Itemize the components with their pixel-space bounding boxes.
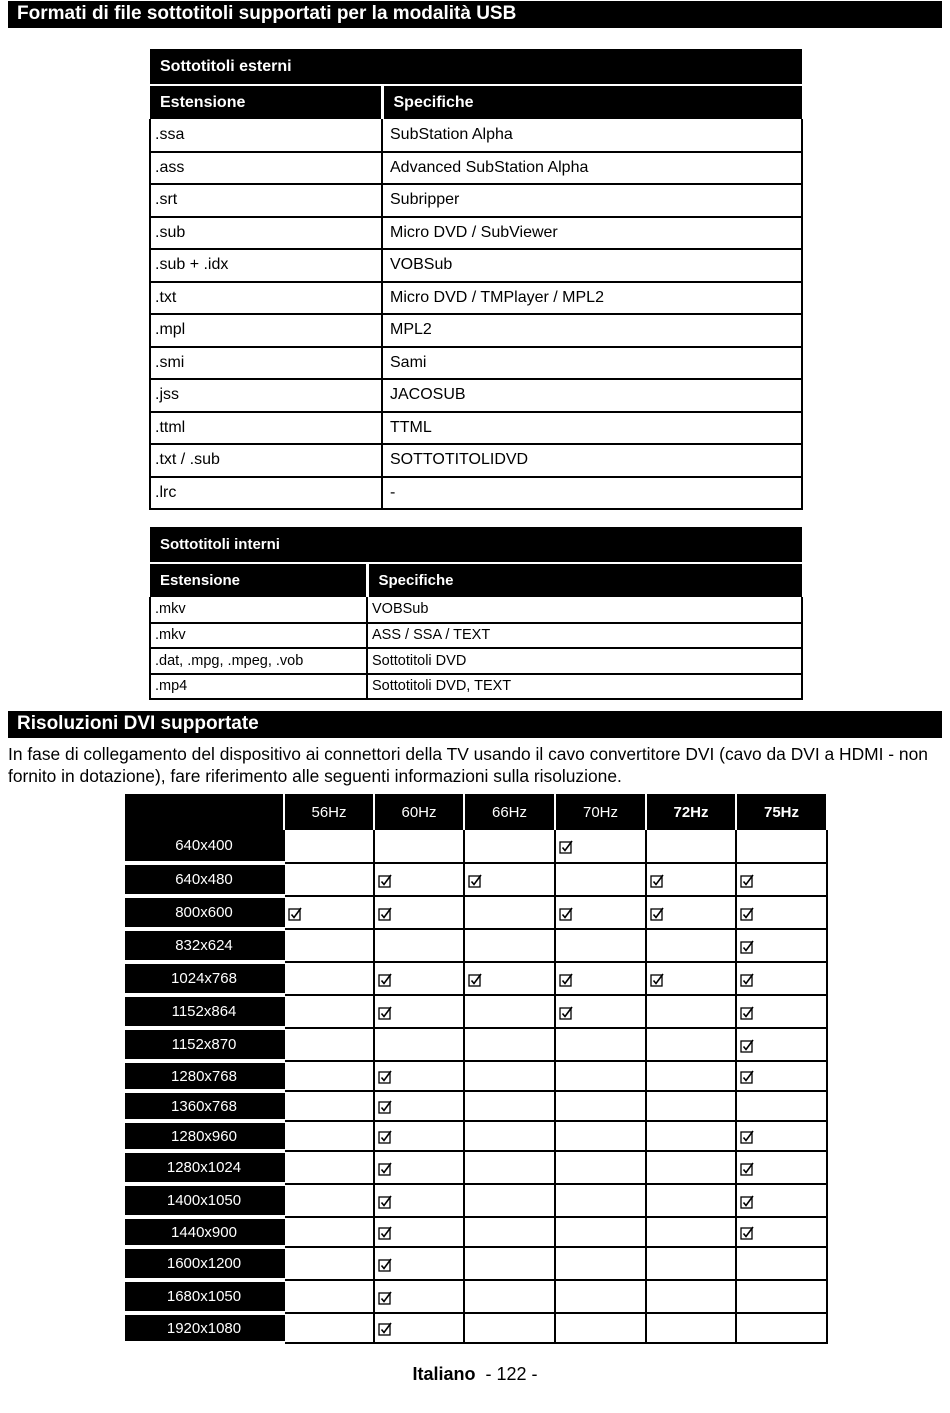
checkbox-checked-icon (378, 1318, 392, 1338)
resolution-label: 1280x960 (125, 1121, 284, 1151)
support-cell (464, 1091, 555, 1121)
support-cell (736, 1184, 827, 1217)
spec-cell: VOBSub (382, 249, 802, 282)
extension-cell: .sub + .idx (150, 249, 382, 282)
support-cell (736, 1247, 827, 1280)
support-cell (464, 995, 555, 1028)
spec-cell: VOBSub (367, 597, 802, 623)
support-cell (464, 1184, 555, 1217)
support-cell (736, 1151, 827, 1184)
support-cell (464, 863, 555, 896)
checkbox-checked-icon (740, 1222, 754, 1242)
resolution-row (125, 1121, 827, 1151)
checkbox-checked-icon (378, 1191, 392, 1211)
table-row (150, 648, 802, 674)
table-row (150, 314, 802, 347)
support-cell (736, 1091, 827, 1121)
resolution-row (125, 1217, 827, 1247)
support-cell (284, 995, 374, 1028)
support-cell (646, 1184, 736, 1217)
spec-cell: Sottotitoli DVD (367, 648, 802, 674)
support-cell (646, 1028, 736, 1061)
resolution-row (125, 962, 827, 995)
support-cell (736, 1061, 827, 1091)
support-cell (284, 1247, 374, 1280)
table-row (150, 379, 802, 412)
checkbox-checked-icon (468, 870, 482, 890)
spec-cell: Advanced SubStation Alpha (382, 152, 802, 185)
support-cell (646, 863, 736, 896)
section-title-usb-subtitles: Formati di file sottotitoli supportati per la modalità USB (8, 1, 942, 28)
checkbox-checked-icon (740, 936, 754, 956)
checkbox-checked-icon (378, 1158, 392, 1178)
resolution-label: 1024x768 (125, 962, 284, 995)
resolution-row (125, 1313, 827, 1343)
table-row (150, 217, 802, 250)
support-cell (555, 1061, 646, 1091)
support-cell (464, 1313, 555, 1343)
support-cell (464, 1121, 555, 1151)
support-cell (374, 896, 464, 929)
support-cell (646, 1247, 736, 1280)
checkbox-checked-icon (740, 1126, 754, 1146)
support-cell (736, 1028, 827, 1061)
support-cell (464, 1247, 555, 1280)
support-cell (646, 1313, 736, 1343)
resolution-label: 1680x1050 (125, 1280, 284, 1313)
resolution-label: 1920x1080 (125, 1313, 284, 1343)
support-cell (374, 1313, 464, 1343)
resolution-row (125, 1184, 827, 1217)
frequency-header: 60Hz (374, 794, 464, 830)
checkbox-checked-icon (559, 969, 573, 989)
support-cell (555, 896, 646, 929)
table-row (150, 184, 802, 217)
checkbox-checked-icon (378, 1126, 392, 1146)
support-cell (736, 962, 827, 995)
support-cell (646, 929, 736, 962)
internal-subtitles-caption: Sottotitoli interni (150, 527, 802, 563)
table-row (150, 249, 802, 282)
resolution-label: 1440x900 (125, 1217, 284, 1247)
support-cell (464, 1061, 555, 1091)
spec-cell: ASS / SSA / TEXT (367, 623, 802, 649)
support-cell (555, 1184, 646, 1217)
support-cell (736, 1313, 827, 1343)
support-cell (464, 1280, 555, 1313)
checkbox-checked-icon (378, 1287, 392, 1307)
footer-language: Italiano (412, 1364, 476, 1384)
checkbox-checked-icon (378, 1254, 392, 1274)
support-cell (284, 830, 374, 863)
checkbox-checked-icon (378, 1066, 392, 1086)
table-row (150, 412, 802, 445)
table-row (150, 152, 802, 185)
checkbox-checked-icon (740, 1191, 754, 1211)
support-cell (736, 830, 827, 863)
checkbox-checked-icon (378, 969, 392, 989)
support-cell (555, 1028, 646, 1061)
resolution-label: 832x624 (125, 929, 284, 962)
extension-cell: .ass (150, 152, 382, 185)
column-header-spec: Specifiche (367, 563, 802, 597)
checkbox-checked-icon (378, 903, 392, 923)
checkbox-checked-icon (378, 1222, 392, 1242)
support-cell (464, 830, 555, 863)
resolution-label: 800x600 (125, 896, 284, 929)
extension-cell: .smi (150, 347, 382, 380)
checkbox-checked-icon (740, 1035, 754, 1055)
resolution-label: 640x480 (125, 863, 284, 896)
support-cell (555, 830, 646, 863)
support-cell (736, 863, 827, 896)
support-cell (284, 1280, 374, 1313)
resolution-label: 1280x768 (125, 1061, 284, 1091)
column-header-spec: Specifiche (382, 85, 802, 119)
support-cell (284, 1151, 374, 1184)
page-footer (0, 1364, 950, 1385)
table-row (150, 444, 802, 477)
support-cell (374, 1151, 464, 1184)
support-cell (464, 929, 555, 962)
support-cell (374, 995, 464, 1028)
checkbox-checked-icon (740, 903, 754, 923)
support-cell (284, 863, 374, 896)
support-cell (555, 1121, 646, 1151)
support-cell (555, 1280, 646, 1313)
support-cell (374, 863, 464, 896)
frequency-header: 75Hz (736, 794, 827, 830)
checkbox-checked-icon (288, 903, 302, 923)
checkbox-checked-icon (468, 969, 482, 989)
extension-cell: .jss (150, 379, 382, 412)
checkbox-checked-icon (740, 1002, 754, 1022)
page-number: - 122 - (485, 1364, 538, 1384)
spec-cell: SOTTOTITOLIDVD (382, 444, 802, 477)
resolution-row (125, 1151, 827, 1184)
resolution-row (125, 929, 827, 962)
dvi-resolution-table (125, 794, 828, 1345)
support-cell (646, 896, 736, 929)
section-title-dvi-resolutions: Risoluzioni DVI supportate (8, 711, 942, 738)
extension-cell: .txt / .sub (150, 444, 382, 477)
support-cell (374, 1061, 464, 1091)
checkbox-checked-icon (559, 1002, 573, 1022)
support-cell (374, 962, 464, 995)
support-cell (555, 1217, 646, 1247)
resolution-label: 1360x768 (125, 1091, 284, 1121)
support-cell (646, 1091, 736, 1121)
frequency-header: 66Hz (464, 794, 555, 830)
extension-cell: .srt (150, 184, 382, 217)
spec-cell: TTML (382, 412, 802, 445)
external-subtitles-table (149, 49, 803, 510)
resolution-row (125, 863, 827, 896)
support-cell (646, 962, 736, 995)
table-row (150, 477, 802, 510)
support-cell (646, 1151, 736, 1184)
resolution-row (125, 1280, 827, 1313)
support-cell (555, 1091, 646, 1121)
resolution-row (125, 896, 827, 929)
support-cell (284, 1313, 374, 1343)
support-cell (646, 1121, 736, 1151)
spec-cell: Subripper (382, 184, 802, 217)
spec-cell: Micro DVD / TMPlayer / MPL2 (382, 282, 802, 315)
table-row (150, 597, 802, 623)
support-cell (284, 1121, 374, 1151)
support-cell (284, 1061, 374, 1091)
checkbox-checked-icon (740, 1066, 754, 1086)
support-cell (736, 995, 827, 1028)
checkbox-checked-icon (650, 903, 664, 923)
support-cell (464, 962, 555, 995)
frequency-header: 70Hz (555, 794, 646, 830)
support-cell (646, 1061, 736, 1091)
resolution-row (125, 1028, 827, 1061)
resolution-label: 1400x1050 (125, 1184, 284, 1217)
spec-cell: - (382, 477, 802, 510)
table-row (150, 347, 802, 380)
spec-cell: JACOSUB (382, 379, 802, 412)
table-row (150, 282, 802, 315)
checkbox-checked-icon (650, 969, 664, 989)
support-cell (555, 995, 646, 1028)
resolution-row (125, 1091, 827, 1121)
extension-cell: .lrc (150, 477, 382, 510)
support-cell (555, 1247, 646, 1280)
support-cell (374, 1028, 464, 1061)
support-cell (374, 1247, 464, 1280)
extension-cell: .mkv (150, 597, 367, 623)
support-cell (555, 1151, 646, 1184)
support-cell (736, 1217, 827, 1247)
checkbox-checked-icon (740, 870, 754, 890)
extension-cell: .txt (150, 282, 382, 315)
support-cell (555, 929, 646, 962)
support-cell (374, 1091, 464, 1121)
support-cell (374, 1217, 464, 1247)
support-cell (374, 1121, 464, 1151)
checkbox-checked-icon (559, 836, 573, 856)
spec-cell: Sottotitoli DVD, TEXT (367, 674, 802, 700)
support-cell (555, 863, 646, 896)
spec-cell: SubStation Alpha (382, 119, 802, 152)
resolution-label: 1152x864 (125, 995, 284, 1028)
spec-cell: Sami (382, 347, 802, 380)
frequency-header: 72Hz (646, 794, 736, 830)
support-cell (646, 1217, 736, 1247)
resolution-row (125, 1247, 827, 1280)
spec-cell: MPL2 (382, 314, 802, 347)
external-subtitles-caption: Sottotitoli esterni (150, 49, 802, 85)
column-header-extension: Estensione (150, 563, 367, 597)
extension-cell: .ttml (150, 412, 382, 445)
support-cell (555, 1313, 646, 1343)
support-cell (374, 830, 464, 863)
checkbox-checked-icon (378, 870, 392, 890)
support-cell (284, 962, 374, 995)
support-cell (284, 1184, 374, 1217)
extension-cell: .sub (150, 217, 382, 250)
support-cell (284, 929, 374, 962)
extension-cell: .mpl (150, 314, 382, 347)
table-corner (125, 794, 284, 830)
dvi-intro-paragraph: In fase di collegamento del dispositivo ai connettori della TV usando il cavo convertitore DVI (cavo da DVI a HDMI - non fornito in dotazione), fare riferimento alle seguenti informazioni sulla risoluzione. (8, 744, 928, 786)
resolution-label: 640x400 (125, 830, 284, 863)
spec-cell: Micro DVD / SubViewer (382, 217, 802, 250)
checkbox-checked-icon (378, 1096, 392, 1116)
extension-cell: .mkv (150, 623, 367, 649)
support-cell (284, 1028, 374, 1061)
resolution-label: 1152x870 (125, 1028, 284, 1061)
support-cell (284, 1217, 374, 1247)
checkbox-checked-icon (378, 1002, 392, 1022)
support-cell (284, 1091, 374, 1121)
support-cell (646, 1280, 736, 1313)
support-cell (646, 830, 736, 863)
internal-subtitles-table (149, 527, 803, 700)
support-cell (374, 1280, 464, 1313)
support-cell (284, 896, 374, 929)
table-row (150, 623, 802, 649)
support-cell (736, 929, 827, 962)
column-header-extension: Estensione (150, 85, 382, 119)
resolution-row (125, 830, 827, 863)
frequency-header: 56Hz (284, 794, 374, 830)
resolution-row (125, 1061, 827, 1091)
support-cell (464, 1028, 555, 1061)
resolution-label: 1280x1024 (125, 1151, 284, 1184)
support-cell (464, 896, 555, 929)
resolution-row (125, 995, 827, 1028)
support-cell (464, 1151, 555, 1184)
table-row (150, 119, 802, 152)
checkbox-checked-icon (740, 969, 754, 989)
extension-cell: .mp4 (150, 674, 367, 700)
support-cell (736, 1121, 827, 1151)
support-cell (736, 1280, 827, 1313)
support-cell (464, 1217, 555, 1247)
support-cell (555, 962, 646, 995)
support-cell (646, 995, 736, 1028)
support-cell (374, 1184, 464, 1217)
checkbox-checked-icon (650, 870, 664, 890)
table-row (150, 674, 802, 700)
resolution-label: 1600x1200 (125, 1247, 284, 1280)
checkbox-checked-icon (559, 903, 573, 923)
support-cell (374, 929, 464, 962)
checkbox-checked-icon (740, 1158, 754, 1178)
extension-cell: .ssa (150, 119, 382, 152)
support-cell (736, 896, 827, 929)
extension-cell: .dat, .mpg, .mpeg, .vob (150, 648, 367, 674)
